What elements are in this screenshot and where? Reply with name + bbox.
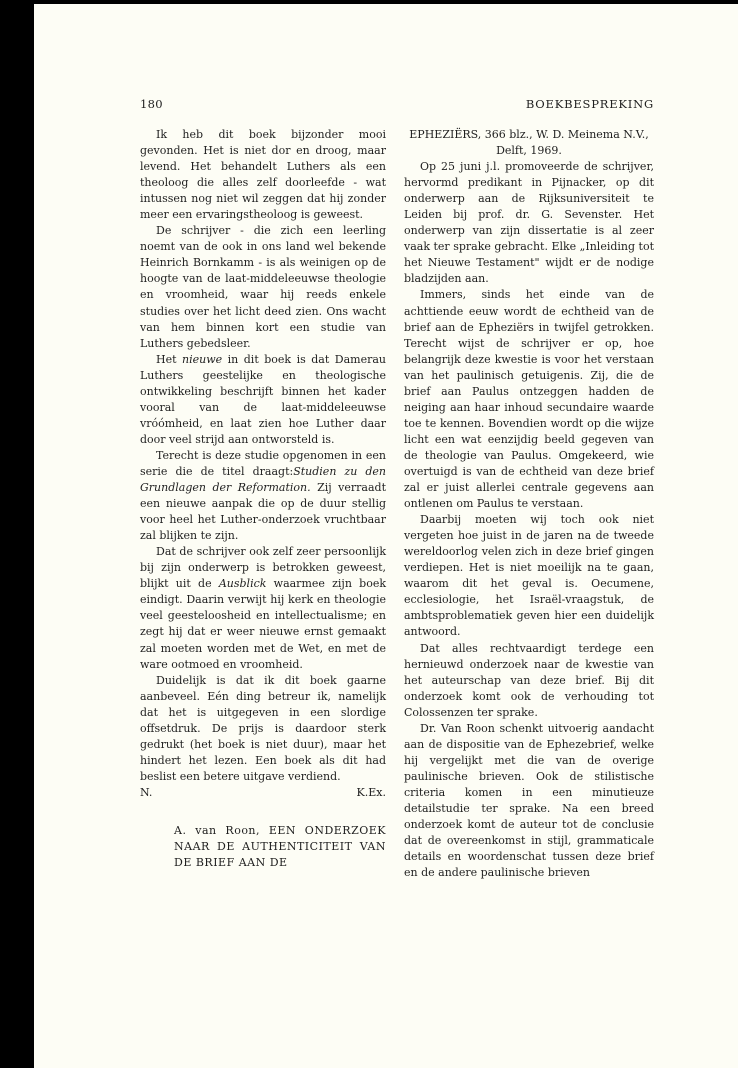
left-paragraph-4 <box>140 448 386 544</box>
left-paragraph-5 <box>140 544 386 672</box>
signoff-author: K.Ex. <box>356 785 386 799</box>
page-header <box>140 97 654 113</box>
scan-left-border <box>0 0 34 1068</box>
book-title-heading: A. van Roon, EEN ONDERZOEK NAAR DE AUTHENTICITEIT VAN DE BRIEF AAN DE <box>174 823 386 870</box>
right-paragraph-1: Op 25 juni j.l. promoveerde de schrijver, hervormd predikant in Pijnacker, op dit onderwerp aan de Rijksuniversiteit te Leiden bij prof. dr. G. Sevenster. Het onderwerp van zijn dissertatie is al zeer vaak ter sprake gebracht. Elke „Inleiding tot het Nieuwe Testament" wijdt er de nodige bladzijden aan. <box>404 160 654 286</box>
right-column <box>404 127 654 881</box>
emphasis-nieuwe: nieuwe <box>182 352 223 366</box>
running-head: BOEKBESPREKING <box>525 97 654 111</box>
left-paragraph-5-end: waarmee zijn boek eindigt. Daarin verwijt hij kerk en theologie veel geesteloosheid en intellectualisme; en zegt hij dat er weer nieuwe ernst gemaakt zal moeten worden met de Wet, en met de ware ootmoed en vroomheid. <box>140 577 386 671</box>
left-paragraph-5-start: Dat de schrijver ook zelf zeer persoonlijk bij zijn onderwerp is betrokken geweest, blijkt uit de <box>140 545 386 591</box>
review-signoff <box>140 785 386 801</box>
signoff-place: N. <box>140 785 153 799</box>
emphasis-ausblick: Ausblick <box>218 577 267 591</box>
left-paragraph-1: Ik heb dit boek bijzonder mooi gevonden. Het is niet dor en droog, maar levend. Het behandelt Luthers als een theoloog die alles zelf doorleefde - wat intussen nog niet wil zeggen dat hij zonder meer een ervaringstheoloog is geweest. <box>140 128 386 222</box>
page-number: 180 <box>140 97 163 111</box>
left-column <box>140 127 386 871</box>
left-paragraph-2: De schrijver - die zich een leerling noemt van de ook in ons land wel bekende Heinrich Bornkamm - is als weinigen op de hoogte van de laat-middeleeuwse theologie en vroomheid, waar hij reeds enkele studies over het licht deed zien. Ons wacht van hem binnen kort een studie van Luthers gebedsleer. <box>140 224 386 350</box>
left-paragraph-3-start: Het <box>156 352 183 366</box>
left-paragraph-3 <box>140 352 386 448</box>
right-paragraph-5: Dr. Van Roon schenkt uitvoerig aandacht aan de dispositie van de Ephezebrief, welke hij vergelijkt met die van de overige paulinische brieven. Ook de stilistische criteria komen in een minutieuze detailstudie ter sprake. Na een breed onderzoek komt de auteur tot de conclusie dat de overeenkomst in stijl, grammaticale details en woordenschat tussen deze brief en de andere paulinische brieven <box>404 721 654 880</box>
left-paragraph-4-end: Zij verraadt een nieuwe aanpak die op de duur stellig voor heel het Luther-onderzoek vruchtbaar zal blijken te zijn. <box>140 481 386 543</box>
series-title: Studien zu den Grundlagen der Reformation. <box>140 464 386 495</box>
left-paragraph-6: Duidelijk is dat ik dit boek gaarne aanbeveel. Eén ding betreur ik, namelijk dat het is uitgegeven in een slordige offsetdruk. De prijs is daardoor sterk gedrukt (het boek is niet duur), maar het hindert het lezen. Een boek als dit had beslist een betere uitgave verdiend. <box>140 673 386 783</box>
scan-top-border <box>0 0 738 4</box>
right-paragraph-3: Daarbij moeten wij toch ook niet vergeten hoe juist in de jaren na de tweede wereldoorlog velen zich in deze brief gingen verdiepen. Het is niet moeilijk na te gaan, waarom dit het geval is. Oecumene, ecclesiologie, het Israël-vraagstuk, de ambtsproblematiek geven hier een duidelijk antwoord. <box>404 513 654 639</box>
right-paragraph-4: Dat alles rechtvaardigt terdege een hernieuwd onderzoek naar de kwestie van het auteurschap van deze brief. Bij dit onderzoek komt ook de verhouding tot Colossenzen ter sprake. <box>404 641 654 719</box>
left-paragraph-3-end: in dit boek is dat Damerau Luthers geestelijke en theologische ontwikkeling beschrijft binnen het kader vooral van de laat-middeleeuwse vróómheid, en laat zien hoe Luther daar door veel strijd aan ontworsteld is. <box>140 352 386 446</box>
book-title-continuation: EPHEZIËRS, 366 blz., W. D. Meinema N.V., Delft, 1969. <box>409 128 649 158</box>
left-paragraph-4-start: Terecht is deze studie opgenomen in een serie die de titel draagt: <box>140 448 386 478</box>
right-paragraph-2: Immers, sinds het einde van de achttiende eeuw wordt de echtheid van de brief aan de Epheziërs in twijfel getrokken. Terecht wijst de schrijver er op, hoe belangrijk deze kwestie is voor het verstaan van het paulinisch getuigenis. Zij, die de brief aan Paulus ontzeggen hadden de neiging aan haar inhoud secundaire waarde toe te kennen. Bovendien wordt op die wijze licht een wat eenzijdig beeld gegeven van de theologie van Paulus. Omgekeerd, wie overtuigd is van de echtheid van deze brief zal er juist allerlei centrale gegevens aan ontlenen om Paulus te verstaan. <box>404 288 654 511</box>
